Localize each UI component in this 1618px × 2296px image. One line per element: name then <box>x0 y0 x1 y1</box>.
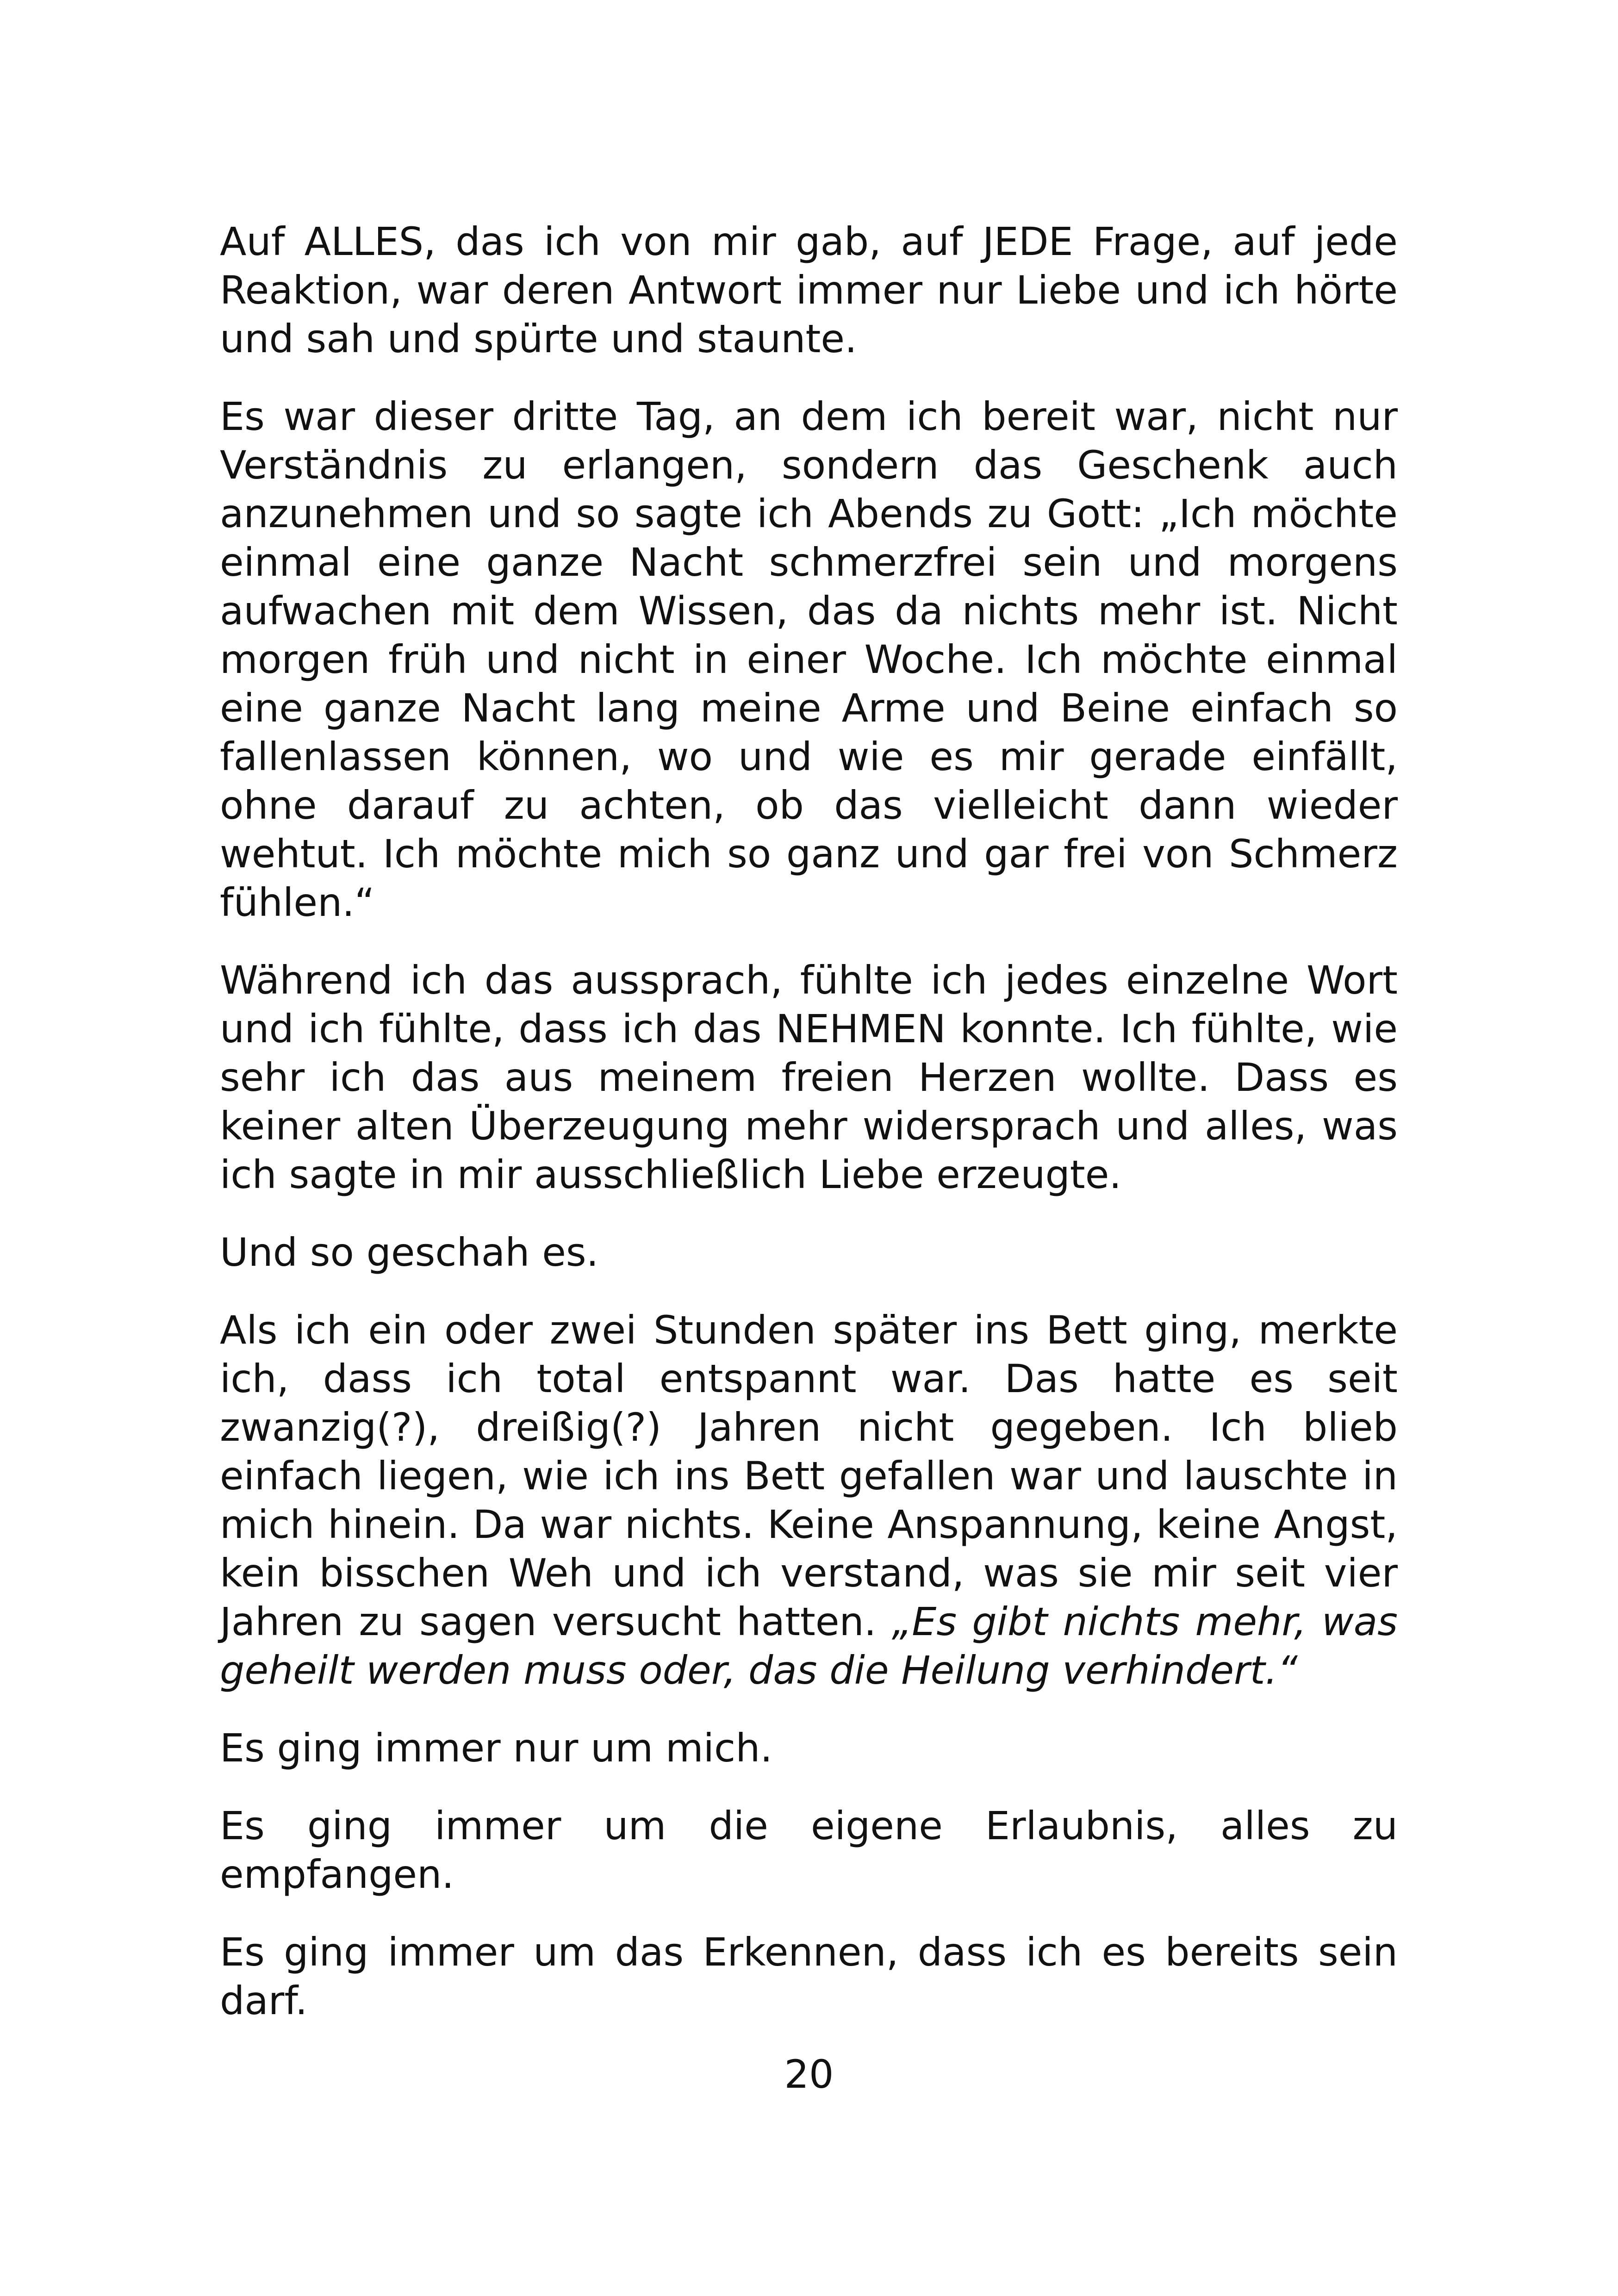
paragraph-3 <box>220 956 1398 1199</box>
paragraph-8-text: Es ging immer um das Erkennen, dass ich es bereits sein darf. <box>220 1929 1398 2023</box>
paragraph-5-italic-quote: „Es gibt nichts mehr, was geheilt werden muss oder, das die Heilung verhindert.“ <box>220 1599 1398 1693</box>
paragraph-7 <box>220 1802 1398 1899</box>
paragraph-2 <box>220 392 1398 927</box>
page-number: 20 <box>784 2052 834 2097</box>
page-body <box>220 218 1398 2025</box>
paragraph-7-text: Es ging immer um die eigene Erlaubnis, alles zu empfangen. <box>220 1803 1398 1897</box>
paragraph-4-text: Und so geschah es. <box>220 1230 599 1275</box>
paragraph-5 <box>220 1306 1398 1695</box>
paragraph-1 <box>220 218 1398 363</box>
paragraph-6 <box>220 1724 1398 1773</box>
paragraph-1-text: Auf ALLES, das ich von mir gab, auf JEDE Frage, auf jede Reaktion, war deren Antwort immer nur Liebe und ich hörte und sah und spürte und staunte. <box>220 219 1398 361</box>
paragraph-6-text: Es ging immer nur um mich. <box>220 1725 773 1771</box>
paragraph-8 <box>220 1928 1398 2025</box>
paragraph-5-text: Als ich ein oder zwei Stunden später ins Bett ging, merkte ich, dass ich total entspannt war. Das hatte es seit zwanzig(?), dreißig(?) Jahren nicht gegeben. Ich blieb einfach liegen, wie ich ins Bett gefallen war und lauschte in mich hinein. Da war nichts. Keine Anspannung, keine Angst, kein bisschen Weh und ich verstand, was sie mir seit vier Jahren zu sagen versucht hatten. <box>220 1307 1398 1644</box>
paragraph-3-text: Während ich das aussprach, fühlte ich jedes einzelne Wort und ich fühlte, dass ich das NEHMEN konnte. Ich fühlte, wie sehr ich das aus meinem freien Herzen wollte. Dass es keiner alten Überzeugung mehr widersprach und alles, was ich sagte in mir ausschließlich Liebe erzeugte. <box>220 958 1398 1197</box>
paragraph-2-text: Es war dieser dritte Tag, an dem ich bereit war, nicht nur Verständnis zu erlangen, sondern das Geschenk auch anzunehmen und so sagte ich Abends zu Gott: „Ich möchte einmal eine ganze Nacht schmerzfrei sein und morgens aufwachen mit dem Wissen, das da nichts mehr ist. Nicht morgen früh und nicht in einer Woche. Ich möchte einmal eine ganze Nacht lang meine Arme und Beine einfach so fallenlassen können, wo und wie es mir gerade einfällt, ohne darauf zu achten, ob das vielleicht dann wieder wehtut. Ich möchte mich so ganz und gar frei von Schmerz fühlen.“ <box>220 394 1398 925</box>
paragraph-4 <box>220 1228 1398 1277</box>
